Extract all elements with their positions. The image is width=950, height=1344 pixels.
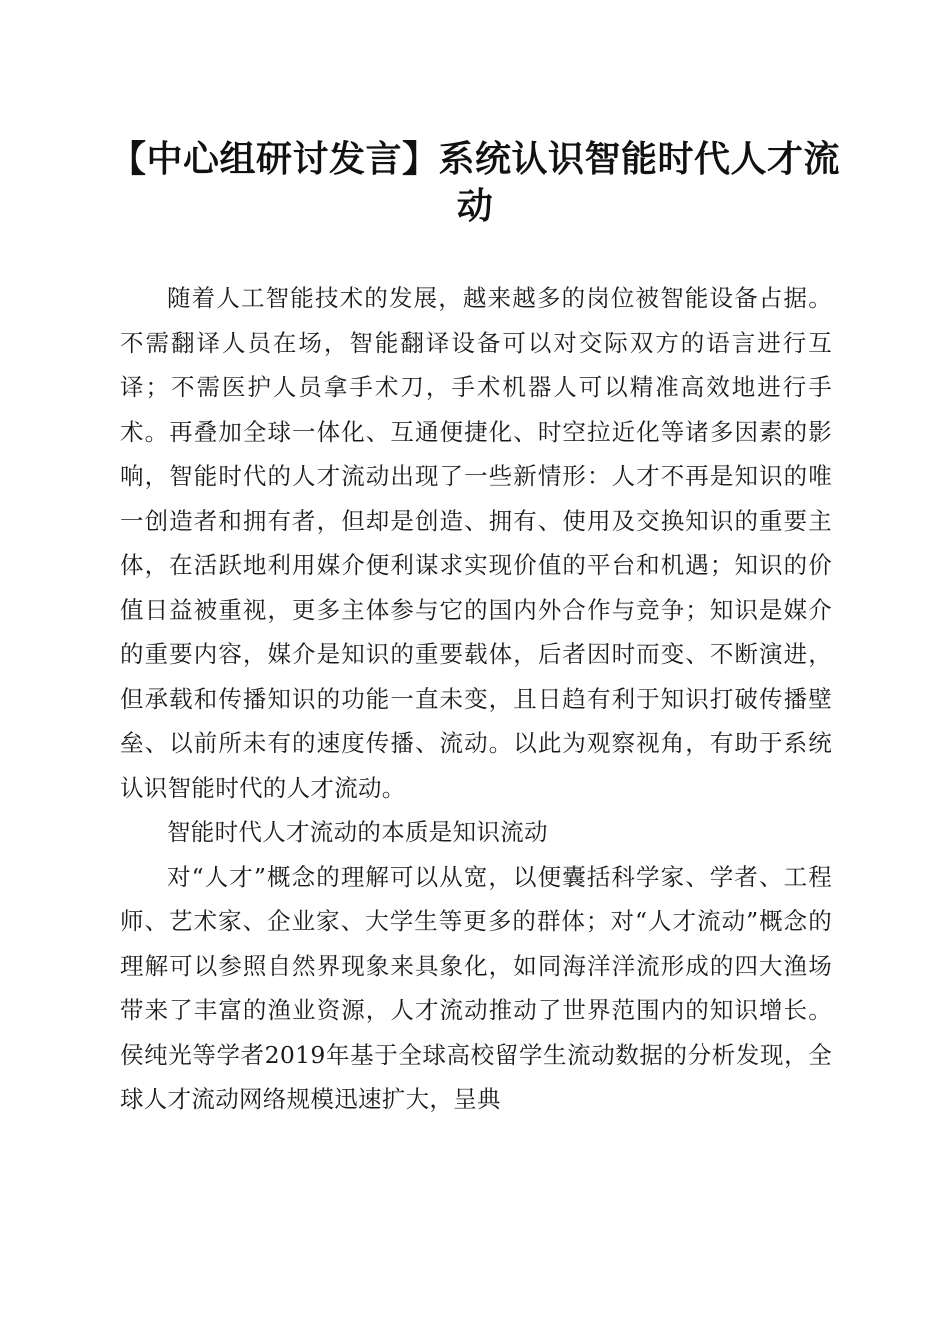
paragraph-intro: 随着人工智能技术的发展，越来越多的岗位被智能设备占据。不需翻译人员在场，智能翻译设备可以对交际双方的语言进行互译；不需医护人员拿手术刀，手术机器人可以精准高效地进行手术。再叠加全球一体化、互通便捷化、时空拉近化等诸多因素的影响，智能时代的人才流动出现了一些新情形：人才不再是知识的唯一创造者和拥有者，但却是创造、拥有、使用及交换知识的重要主体，在活跃地利用媒介便利谋求实现价值的平台和机遇；知识的价值日益被重视，更多主体参与它的国内外合作与竞争；知识是媒介的重要内容，媒介是知识的重要载体，后者因时而变、不断演进，但承载和传播知识的功能一直未变，且日趋有利于知识打破传播壁垒、以前所未有的速度传播、流动。以此为观察视角，有助于系统认识智能时代的人才流动。 bbox=[120, 284, 832, 802]
paragraph-talent-concept: 对“人才”概念的理解可以从宽，以便囊括科学家、学者、工程师、艺术家、企业家、大学生等更多的群体；对“人才流动”概念的理解可以参照自然界现象来具象化，如同海洋洋流形成的四大渔场带来了丰富的渔业资源，人才流动推动了世界范围内的知识增长。侯纯光等学者2019年基于全球高校留学生流动数据的分析发现，全球人才流动网络规模迅速扩大，呈典 bbox=[120, 862, 832, 1113]
section-heading: 智能时代人才流动的本质是知识流动 bbox=[167, 818, 548, 846]
document-title: 【中心组研讨发言】系统认识智能时代人才流动 bbox=[110, 139, 841, 227]
document-body bbox=[120, 276, 832, 1122]
